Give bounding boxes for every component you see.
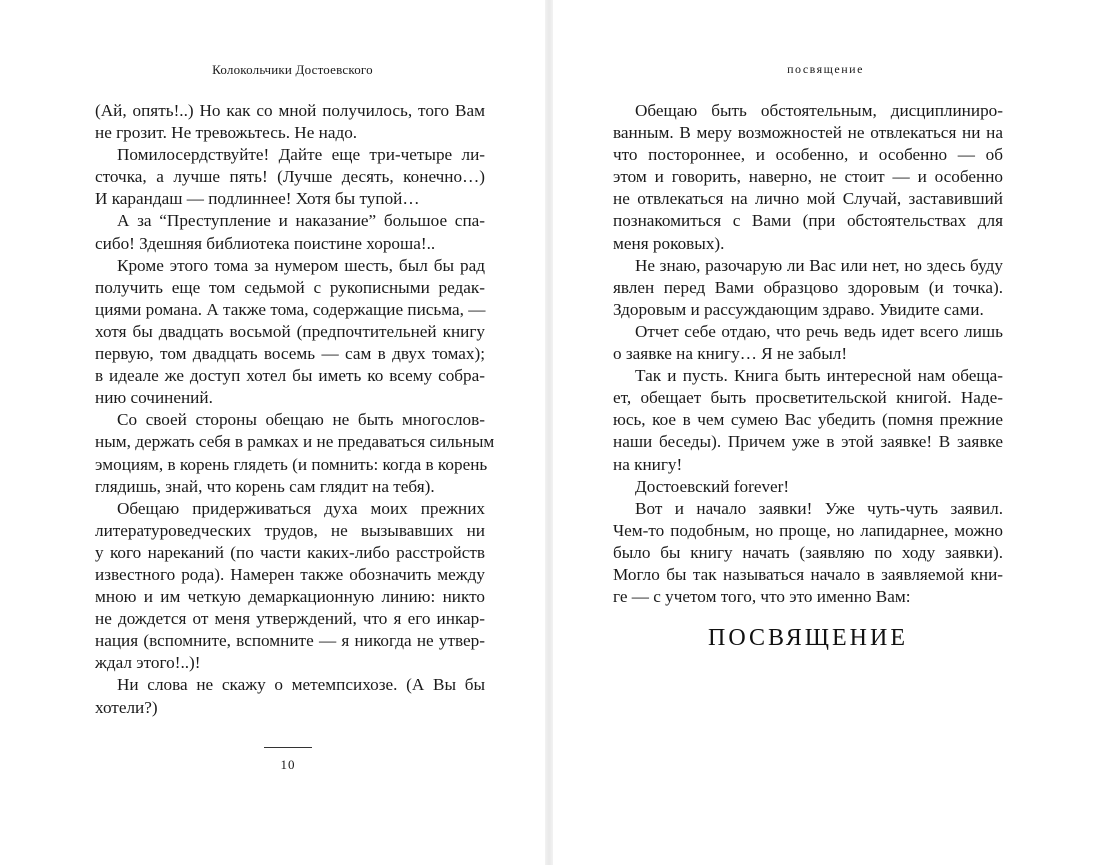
- chapter-title: ПОСВЯЩЕНИЕ: [708, 625, 908, 651]
- right-page: [553, 0, 1098, 865]
- text-line: сточка, а лучше пять! (Лучше десять, конечно…): [95, 167, 485, 187]
- text-line: было бы книгу начать (заявляю по ходу заявки).: [613, 542, 1003, 562]
- text-line: на книгу!: [613, 454, 683, 474]
- text-line: в идеале же доступ хотел бы иметь ко всему собра-: [95, 366, 485, 386]
- text-line: у кого нареканий (по части каких-либо расстройств: [95, 542, 485, 562]
- text-line: глядишь, знай, что корень сам глядит на тебя).: [95, 476, 435, 496]
- text-line: Кроме этого тома за нумером шесть, был бы рад: [117, 255, 485, 275]
- right-page-body: [613, 100, 1003, 608]
- text-line: (Ай, опять!..) Но как со мной получилось, того Вам: [95, 101, 485, 120]
- text-line: Со своей стороны обещаю не быть многослов-: [117, 410, 485, 430]
- page-number: 10: [280, 757, 296, 772]
- text-line: ге — с учетом того, что это именно Вам:: [613, 587, 911, 607]
- text-line: ным, держать себя в рамках и не предаваться сильным: [95, 432, 495, 452]
- running-head-left: Колокольчики Достоевского: [212, 62, 373, 77]
- text-line: получить еще том седьмой с рукописными редак-: [95, 277, 485, 297]
- text-line: А за “Преступление и наказание” большое спа-: [117, 211, 485, 231]
- text-line: Вот и начало заявки! Уже чуть-чуть заявил.: [635, 498, 1003, 518]
- text-line: хотя бы двадцать восьмой (предпочтительней книгу: [95, 321, 485, 341]
- text-line: И карандаш — подлиннее! Хотя бы тупой…: [95, 189, 420, 209]
- text-line: меня роковых).: [613, 233, 725, 253]
- text-line: Обещаю быть обстоятельным, дисциплиниро-: [635, 101, 1003, 120]
- text-line: явлен перед Вами образцово здоровым (и точка).: [613, 277, 1003, 297]
- text-line: Обещаю придерживаться духа моих прежних: [117, 498, 485, 518]
- text-line: что постороннее, и особенно, и особенно — об: [613, 145, 1003, 165]
- text-line: не грозит. Не тревожьтесь. Не надо.: [95, 123, 358, 143]
- text-line: Достоевский forever!: [635, 476, 790, 496]
- text-line: мною и им четкую демаркационную линию: никто: [95, 587, 485, 607]
- text-line: познакомиться с Вами (при обстоятельствах для: [613, 211, 1003, 231]
- text-line: Могло бы так называться начало в заявляемой кни-: [613, 564, 1003, 584]
- text-line: ждал этого!..)!: [95, 653, 201, 673]
- text-line: первую, том двадцать восемь — сам в двух томах);: [95, 344, 485, 364]
- text-line: Чем-то подобным, но проще, но лапидарнее, можно: [613, 520, 1003, 540]
- text-line: не отвлекаться на лично мой Случай, заставивший: [613, 189, 1003, 209]
- text-line: Помилосердствуйте! Дайте еще три-четыре ли-: [117, 145, 485, 165]
- text-line: хотели?): [95, 697, 158, 717]
- text-line: этом и говорить, наверно, не стоит — и особенно: [613, 167, 1003, 187]
- text-line: Не знаю, разочарую ли Вас или нет, но здесь буду: [635, 255, 1003, 275]
- text-line: циями романа. А также тома, содержащие письма, —: [95, 299, 486, 319]
- text-line: о заявке на книгу… Я не забыл!: [613, 344, 848, 364]
- text-line: ванным. В меру возможностей не отвлекаться ни на: [613, 123, 1003, 143]
- text-line: Ни слова не скажу о метемпсихозе. (А Вы бы: [117, 675, 485, 695]
- text-line: ет, обещает быть просветительской книгой. Наде-: [613, 388, 1003, 408]
- folio-rule: [264, 747, 312, 748]
- left-page: [0, 0, 545, 865]
- text-line: Здоровым и рассуждающим здраво. Увидите сами.: [613, 299, 984, 319]
- text-line: эмоциям, в корень глядеть (и помнить: когда в корень: [95, 454, 488, 474]
- text-line: сибо! Здешняя библиотека поистине хороша!..: [95, 233, 436, 253]
- left-page-body: [95, 100, 495, 719]
- text-line: Так и пусть. Книга быть интересной нам обеща-: [635, 366, 1003, 386]
- text-line: литературоведческих трудов, не вызывавших ни: [95, 520, 485, 540]
- book-gutter: [545, 0, 553, 865]
- text-line: юсь, кое в чем сумею Вас убедить (помня прежние: [613, 410, 1003, 430]
- running-head-right: посвящение: [787, 62, 864, 76]
- text-line: не дождется от меня утверждений, что я его инкар-: [95, 609, 485, 629]
- text-line: нация (вспомните, вспомните — я никогда не утвер-: [95, 631, 485, 651]
- text-line: нию сочинений.: [95, 388, 213, 408]
- text-line: Отчет себе отдаю, что речь ведь идет всего лишь: [635, 321, 1003, 341]
- text-line: наши беседы). Причем уже в этой заявке! В заявке: [613, 432, 1003, 452]
- text-line: известного рода). Намерен также обозначить между: [95, 564, 485, 584]
